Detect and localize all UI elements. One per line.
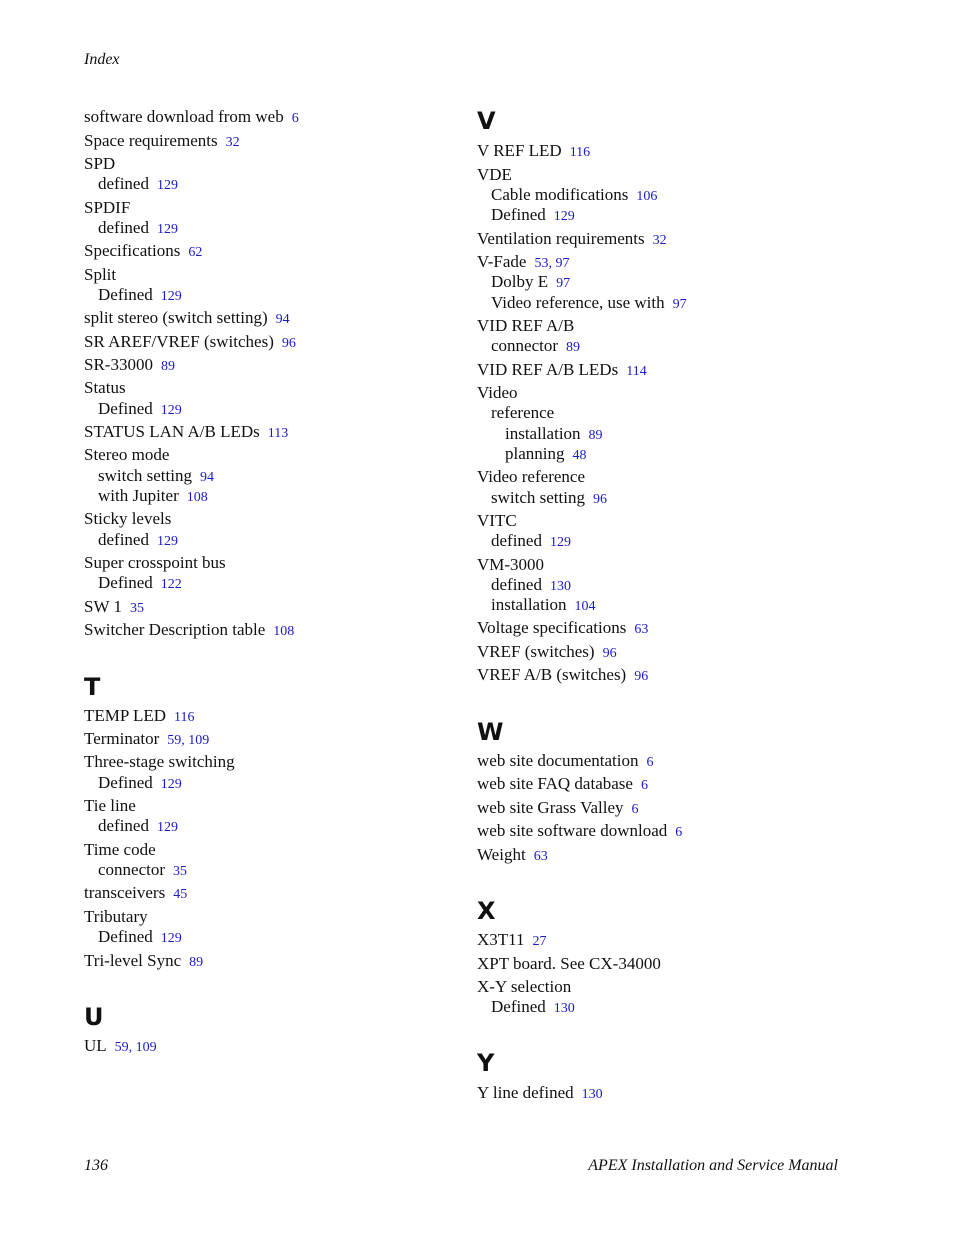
page-refs — [276, 312, 290, 327]
index-term: Switcher Description table — [84, 620, 266, 639]
page-refs — [582, 1087, 603, 1102]
page-refs — [157, 222, 178, 237]
page-refs — [173, 864, 187, 879]
page-refs — [161, 289, 182, 304]
index-entry — [84, 951, 203, 973]
index-entry — [477, 383, 518, 403]
running-header: Index — [84, 51, 120, 68]
index-term: VREF A/B (switches) — [477, 665, 627, 684]
index-entry — [491, 403, 554, 423]
page-link[interactable]: 63 — [533, 849, 548, 864]
index-entry — [477, 618, 648, 640]
index-term: X-Y selection — [477, 977, 572, 996]
index-term: Super crosspoint bus — [84, 553, 226, 572]
index-term: XPT board. See CX-34000 — [477, 954, 661, 973]
section-letter-w: W — [477, 718, 504, 746]
page-link[interactable]: 94 — [199, 470, 214, 485]
index-entry — [491, 575, 571, 597]
index-entry — [491, 997, 575, 1019]
index-term: transceivers — [84, 883, 166, 902]
page-refs — [603, 646, 617, 661]
index-entry — [84, 241, 202, 263]
index-term: Defined — [491, 997, 546, 1016]
index-term: with Jupiter — [98, 486, 179, 505]
page-link[interactable]: 63 — [634, 622, 649, 637]
index-entry — [477, 360, 647, 382]
page-refs — [636, 189, 657, 204]
index-entry — [491, 205, 575, 227]
page-link[interactable]: 129 — [160, 289, 182, 304]
index-term: SPD — [84, 154, 116, 173]
page-refs — [161, 359, 175, 374]
page-refs — [554, 1001, 575, 1016]
index-entry — [491, 185, 657, 207]
index-term: Split — [84, 265, 117, 284]
index-term: web site FAQ database — [477, 774, 633, 793]
index-term: web site software download — [477, 821, 668, 840]
index-entry — [491, 595, 596, 617]
page-link[interactable]: 53 — [534, 256, 549, 271]
index-entry — [98, 860, 187, 882]
page-link[interactable]: 116 — [569, 145, 591, 160]
page-link[interactable]: 62 — [188, 245, 203, 260]
index-term: Video — [477, 383, 518, 402]
page-link[interactable]: 35 — [129, 601, 144, 616]
index-term: Defined — [98, 927, 153, 946]
index-term: Terminator — [84, 729, 160, 748]
page-link[interactable]: 97 — [672, 297, 687, 312]
index-entry — [98, 466, 214, 488]
index-term: Defined — [98, 773, 153, 792]
page-link[interactable]: 116 — [174, 710, 195, 725]
page-refs — [641, 778, 648, 793]
page-refs — [157, 820, 178, 835]
index-term: Sticky levels — [84, 509, 172, 528]
page-link[interactable]: 129 — [160, 777, 182, 792]
index-entry — [84, 883, 187, 905]
index-term: SPDIF — [84, 198, 131, 217]
page-refs — [534, 849, 548, 864]
index-term: defined — [98, 530, 149, 549]
section-letter-t: T — [84, 673, 101, 701]
index-entry — [84, 729, 209, 751]
index-entry — [477, 798, 639, 820]
page-refs — [632, 802, 639, 817]
page-link[interactable]: 32 — [652, 233, 667, 248]
index-term: web site documentation — [477, 751, 639, 770]
page-refs — [626, 364, 646, 379]
index-entry — [84, 509, 171, 529]
index-term: defined — [491, 531, 542, 550]
index-term: VITC — [477, 511, 517, 530]
index-entry — [477, 229, 667, 251]
index-entry — [98, 573, 182, 595]
page-link[interactable]: 96 — [592, 492, 607, 507]
index-entry — [84, 154, 115, 174]
page-refs — [282, 336, 296, 351]
page-link[interactable]: 27 — [532, 934, 547, 949]
index-term: Cable modifications — [491, 185, 629, 204]
page-refs — [161, 931, 182, 946]
page-link[interactable]: 59 — [114, 1040, 129, 1055]
page-refs — [189, 955, 203, 970]
index-term: Voltage specifications — [477, 618, 627, 637]
index-entry — [84, 706, 195, 728]
index-term: Y line defined — [477, 1083, 574, 1102]
page-link[interactable]: 129 — [156, 820, 178, 835]
page-link[interactable]: 129 — [553, 209, 575, 224]
page-refs — [200, 470, 214, 485]
index-entry — [98, 218, 178, 240]
index-entry — [477, 165, 512, 185]
index-entry — [491, 293, 687, 315]
page-link[interactable]: 122 — [160, 577, 182, 592]
index-term: Weight — [477, 845, 526, 864]
index-term: defined — [491, 575, 542, 594]
index-term: Defined — [491, 205, 546, 224]
index-entry — [98, 773, 182, 795]
index-entry — [477, 252, 569, 274]
page-link[interactable]: 45 — [173, 887, 188, 902]
index-term: Specifications — [84, 241, 181, 260]
index-term: Space requirements — [84, 131, 218, 150]
index-entry — [84, 198, 130, 218]
index-term: Tributary — [84, 907, 148, 926]
index-entry — [84, 1036, 157, 1058]
index-entry — [477, 141, 590, 163]
index-term: installation — [505, 424, 581, 443]
index-term: Dolby E — [491, 272, 549, 291]
index-entry — [98, 927, 182, 949]
index-entry — [477, 665, 648, 687]
page-link[interactable]: 6 — [631, 802, 639, 817]
index-term: VM-3000 — [477, 555, 545, 574]
page-link[interactable]: 59 — [167, 733, 182, 748]
index-entry — [477, 555, 544, 575]
page-refs — [675, 825, 682, 840]
index-term: Tri-level Sync — [84, 951, 182, 970]
index-term: VDE — [477, 165, 512, 184]
index-term: Video reference, use with — [491, 293, 665, 312]
index-term: defined — [98, 816, 149, 835]
index-term: VID REF A/B — [477, 316, 575, 335]
index-term: split stereo (switch setting) — [84, 308, 268, 327]
page-refs: 59, 109 — [114, 1040, 157, 1055]
index-term: TEMP LED — [84, 706, 167, 725]
index-term: connector — [98, 860, 166, 879]
index-entry — [84, 332, 296, 354]
page-link[interactable]: 106 — [636, 189, 658, 204]
page-link[interactable]: 129 — [156, 178, 178, 193]
page-refs — [634, 622, 648, 637]
index-term: software download from web — [84, 107, 284, 126]
page-link[interactable]: 6 — [640, 778, 648, 793]
page-link[interactable]: 109 — [135, 1040, 157, 1055]
page-refs — [566, 340, 580, 355]
index-term: Stereo mode — [84, 445, 170, 464]
page-link[interactable]: 96 — [281, 336, 296, 351]
section-letter-v: V — [477, 107, 496, 135]
page-link[interactable]: 32 — [225, 135, 240, 150]
index-entry — [98, 486, 208, 508]
index-entry — [98, 530, 178, 552]
index-term: switch setting — [98, 466, 192, 485]
index-entry — [491, 531, 571, 553]
page-refs — [188, 245, 202, 260]
page-refs — [554, 209, 575, 224]
page-link[interactable]: 109 — [188, 733, 210, 748]
section-letter-u: U — [84, 1003, 104, 1031]
page-refs — [550, 535, 571, 550]
index-entry — [84, 620, 294, 642]
index-entry — [477, 316, 574, 336]
index-entry — [84, 445, 169, 465]
index-term: installation — [491, 595, 567, 614]
page-refs — [157, 178, 178, 193]
index-entry — [84, 840, 156, 860]
page-link[interactable]: 129 — [160, 403, 182, 418]
index-term: V-Fade — [477, 252, 527, 271]
page-refs — [634, 669, 648, 684]
page-link[interactable]: 89 — [588, 428, 603, 443]
page-link[interactable]: 6 — [675, 825, 683, 840]
index-term: X3T11 — [477, 930, 525, 949]
index-term: SW 1 — [84, 597, 122, 616]
index-entry — [84, 796, 136, 816]
page-link[interactable]: 104 — [574, 599, 596, 614]
page-refs — [533, 934, 547, 949]
index-entry — [477, 511, 517, 531]
index-entry — [84, 553, 226, 573]
index-entry — [477, 751, 653, 773]
index-entry — [84, 107, 299, 129]
page-link[interactable]: 113 — [267, 426, 289, 441]
page-link[interactable]: 129 — [160, 931, 182, 946]
index-term: switch setting — [491, 488, 585, 507]
page-link[interactable]: 96 — [634, 669, 649, 684]
index-entry — [84, 378, 126, 398]
page-refs — [573, 448, 587, 463]
index-entry — [84, 422, 288, 444]
page-refs — [268, 426, 288, 441]
index-term: VREF (switches) — [477, 642, 595, 661]
page-link[interactable]: 35 — [173, 864, 188, 879]
page-refs — [556, 276, 570, 291]
index-term: SR-33000 — [84, 355, 153, 374]
page-link[interactable]: 108 — [273, 624, 295, 639]
page-refs — [550, 579, 571, 594]
index-entry — [477, 845, 548, 867]
index-term: defined — [98, 218, 149, 237]
page-refs — [161, 403, 182, 418]
index-term: defined — [98, 174, 149, 193]
index-entry — [477, 954, 661, 974]
page-link[interactable]: 6 — [291, 111, 299, 126]
page-refs — [187, 490, 208, 505]
page-refs — [589, 428, 603, 443]
page-number: 136 — [84, 1157, 108, 1174]
page-link[interactable]: 130 — [581, 1087, 603, 1102]
page-refs — [161, 777, 182, 792]
page-refs — [646, 755, 653, 770]
index-term: Defined — [98, 399, 153, 418]
index-entry — [84, 131, 240, 153]
index-entry — [84, 355, 175, 377]
index-entry — [98, 816, 178, 838]
page-refs — [161, 577, 182, 592]
index-term: V REF LED — [477, 141, 562, 160]
index-term: Time code — [84, 840, 156, 859]
index-entry — [477, 774, 648, 796]
page-link[interactable]: 96 — [602, 646, 617, 661]
page-link[interactable]: 108 — [186, 490, 208, 505]
page-link[interactable]: 6 — [646, 755, 654, 770]
page-refs — [292, 111, 299, 126]
index-term: Status — [84, 378, 126, 397]
manual-title: APEX Installation and Service Manual — [588, 1157, 838, 1174]
page-link[interactable]: 130 — [553, 1001, 575, 1016]
page-link[interactable]: 89 — [189, 955, 204, 970]
index-term: Defined — [98, 573, 153, 592]
index-entry — [98, 174, 178, 196]
page-refs — [157, 534, 178, 549]
index-entry — [84, 907, 148, 927]
section-letter-y: Y — [477, 1049, 495, 1077]
index-term: STATUS LAN A/B LEDs — [84, 422, 260, 441]
index-entry — [84, 265, 116, 285]
page-refs — [575, 599, 596, 614]
index-entry — [98, 399, 182, 421]
page-link[interactable]: 129 — [156, 222, 178, 237]
page-refs — [130, 601, 144, 616]
index-entry — [477, 821, 682, 843]
index-term: Video reference — [477, 467, 585, 486]
index-entry — [477, 977, 571, 997]
index-term: Ventilation requirements — [477, 229, 645, 248]
page-refs — [226, 135, 240, 150]
page-link[interactable]: 97 — [555, 256, 570, 271]
index-term: Tie line — [84, 796, 136, 815]
page-refs: 59, 109 — [167, 733, 210, 748]
index-term: reference — [491, 403, 555, 422]
index-term: web site Grass Valley — [477, 798, 624, 817]
index-entry — [84, 752, 235, 772]
index-entry — [477, 1083, 603, 1105]
page-link[interactable]: 97 — [556, 276, 571, 291]
index-entry — [98, 285, 182, 307]
page-link[interactable]: 48 — [572, 448, 587, 463]
index-entry — [491, 488, 607, 510]
page-link[interactable]: 89 — [566, 340, 581, 355]
index-term: planning — [505, 444, 565, 463]
page-refs — [273, 624, 294, 639]
page-refs — [174, 710, 194, 725]
page-refs — [593, 492, 607, 507]
index-entry — [477, 642, 617, 664]
page-link[interactable]: 94 — [275, 312, 290, 327]
page-link[interactable]: 129 — [156, 534, 178, 549]
page-link[interactable]: 89 — [160, 359, 175, 374]
page-refs: 53, 97 — [534, 256, 570, 271]
page-refs — [173, 887, 187, 902]
page-link[interactable]: 130 — [549, 579, 571, 594]
index-entry — [505, 444, 587, 466]
index-entry — [477, 467, 585, 487]
page-link[interactable]: 129 — [549, 535, 571, 550]
index-entry — [84, 597, 144, 619]
index-term: Defined — [98, 285, 153, 304]
section-letter-x: X — [477, 897, 496, 925]
page-refs — [653, 233, 667, 248]
index-term: VID REF A/B LEDs — [477, 360, 619, 379]
index-term: Three-stage switching — [84, 752, 235, 771]
index-entry — [491, 336, 580, 358]
index-entry — [505, 424, 603, 446]
page-refs — [570, 145, 590, 160]
index-term: connector — [491, 336, 559, 355]
index-entry — [84, 308, 290, 330]
index-term: UL — [84, 1036, 107, 1055]
index-entry — [491, 272, 570, 294]
page-refs — [673, 297, 687, 312]
page-link[interactable]: 114 — [626, 364, 647, 379]
index-entry — [477, 930, 547, 952]
index-term: SR AREF/VREF (switches) — [84, 332, 274, 351]
